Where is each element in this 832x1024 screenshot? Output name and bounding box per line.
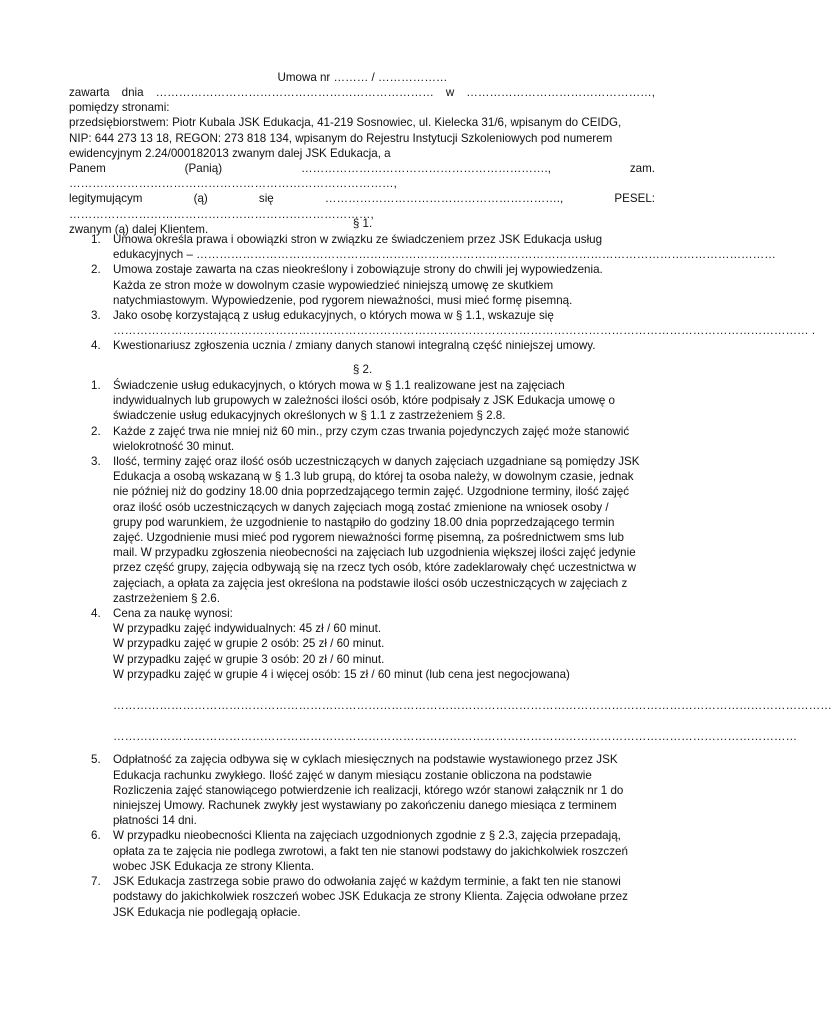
list-item — [0, 338, 655, 353]
item-number: 4. — [91, 339, 101, 353]
item-line: JSK Edukacja nie podlegają opłacie. — [113, 905, 301, 919]
item-number: 6. — [91, 829, 101, 843]
item-line: wobec JSK Edukacja ze strony Klienta. — [113, 859, 315, 873]
item-number: 1. — [91, 379, 101, 392]
contract-parties — [69, 85, 655, 237]
item-line: nie później niż do godziny 18.00 dnia poprzedzającego termin zajęć. Uzgodnione terminy, ilość zajęć — [113, 485, 630, 499]
item-line: zastrzeżeniem § 2.6. — [113, 591, 220, 605]
item-line: JSK Edukacja zastrzega sobie prawo do odwołania zajęć w każdym terminie, a fakt ten nie stanowi — [113, 875, 621, 889]
item-line: podstawy do jakichkolwiek roszczeń wobec JSK Edukacja ze strony Klienta. Zajęcia odwołane przez — [113, 890, 628, 904]
item-line: wielokrotność 30 minut. — [113, 439, 235, 453]
item-line: Świadczenie usług edukacyjnych, o których mowa w § 1.1 realizowane jest na zajęciach — [113, 379, 565, 392]
item-line: Umowa określa prawa i obowiązki stron w związku ze świadczeniem przez JSK Edukacja usług — [113, 233, 603, 246]
list-item — [0, 606, 655, 682]
item-line: Rozliczenia zajęć stanowiącego potwierdzenie ich realizacji, którego wzór stanowi załącznik nr 1 do — [113, 783, 624, 797]
price-line: W przypadku zajęć w grupie 2 osób: 25 zł / 60 minut. — [113, 637, 385, 651]
blank-line — [0, 729, 798, 744]
item-line: ……………………………………………………………………………………………………………………………………………………………… . — [113, 324, 816, 338]
item-line: Odpłatność za zajęcia odbywa się w cyklach miesięcznych na podstawie wystawionego przez JSK — [113, 753, 618, 767]
item-number: 2. — [91, 263, 101, 277]
list-item — [0, 828, 655, 874]
contract-title: Umowa nr ……… / ……………… — [277, 71, 448, 84]
list-item — [0, 308, 816, 338]
item-number: 5. — [91, 753, 101, 767]
item-line: Ilość, terminy zajęć oraz ilość osób uczestniczących w danych zajęciach uzgadniane są pomiędzy JSK — [113, 455, 640, 469]
item-line: zajęć. Uzgodnienie musi mieć pod rygorem nieważności formę pisemną, za pośrednictwem sms lub — [113, 531, 624, 545]
item-line: mail. W przypadku zgłoszenia nieobecności na zajęciach lub uzgodnienia większej ilości zajęć jedynie — [113, 546, 636, 560]
item-line: indywidualnych lub grupowych w zależności ilości osób, które podpisały z JSK Edukacja umowę o — [113, 394, 616, 408]
item-number: 7. — [91, 875, 101, 889]
item-line: świadczenie usług edukacyjnych określonych w § 1.1 z zastrzeżeniem § 2.8. — [113, 409, 506, 423]
item-line: Edukacja a osobą wskazaną w § 1.3 lub grupą, do której ta osoba należy, w dowolnym czasie, jednak — [113, 470, 634, 484]
list-item — [0, 874, 655, 920]
list-item — [0, 232, 776, 262]
intro-line: legitymującym (ą) się ……………………………………………………., PESEL: ……………………………………………………………………, — [69, 192, 655, 221]
dotted-line: …………………………………………………………………………………………………………………………………………………………………… — [113, 699, 832, 713]
price-line: W przypadku zajęć w grupie 3 osób: 20 zł / 60 minut. — [113, 652, 385, 666]
dotted-line: …………………………………………………………………………………………………………………………………………………………… — [113, 730, 798, 744]
item-line: płatności 14 dni. — [113, 814, 197, 828]
item-line: Każde z zajęć trwa nie mniej niż 60 min., przy czym czas trwania pojedynczych zajęć może stanowić — [113, 424, 630, 438]
item-line: opłata za te zajęcia nie podlega zwrotowi, a fakt ten nie stanowi podstawy do jakichkolwiek roszczeń — [113, 844, 628, 858]
item-line: niniejszej Umowy. Rachunek zwykły jest wystawiany po zakończeniu danego miesiąca z terminem — [113, 799, 617, 813]
list-item — [0, 454, 655, 606]
intro-line: ewidencyjnym 2.24/000182013 zwanym dalej JSK Edukacja, a — [69, 146, 391, 160]
section-2-list — [0, 378, 832, 920]
list-item — [0, 752, 655, 828]
list-item — [0, 262, 655, 308]
price-heading: Cena za naukę wynosi: — [113, 607, 233, 621]
item-line: Każda ze stron może w dowolnym czasie wypowiedzieć niniejszą umowę ze skutkiem — [113, 278, 554, 292]
item-number: 1. — [91, 233, 101, 246]
item-number: 3. — [91, 309, 101, 323]
item-line: przez część grupy, zajęcia odbywają się na rzecz tych osób, które zadeklarowały chęć uczestnictwa w — [113, 561, 637, 575]
intro-line: zwanym (ą) dalej Klientem. — [69, 222, 209, 236]
item-line: W przypadku nieobecności Klienta na zajęciach uzgodnionych zgodnie z § 2.3, zajęcia przepadają, — [113, 829, 621, 843]
item-line: oraz ilość osób uczestniczących w danych zajęciach mogą zostać zmienione na wniosek osoby / — [113, 500, 609, 514]
section-1-list — [0, 232, 816, 354]
item-line: Kwestionariusz zgłoszenia ucznia / zmiany danych stanowi integralną część niniejszej umowy. — [113, 339, 596, 353]
item-line: Edukacja rachunku zwykłego. Ilość zajęć w danym miesiącu zostanie obliczona na podstawie — [113, 768, 592, 782]
intro-line: przedsiębiorstwem: Piotr Kubala JSK Edukacja, 41-219 Sosnowiec, ul. Kielecka 31/6, wpisanym do CEIDG, — [69, 116, 622, 130]
item-number: 4. — [91, 607, 101, 621]
intro-line: Panem (Panią) ………………………………………………………., zam. …………………………………………………………………………, — [69, 162, 655, 191]
price-line: W przypadku zajęć indywidualnych: 45 zł / 60 minut. — [113, 622, 382, 636]
item-line: edukacyjnych – …………………………………………………………………………………………………………………………………… — [113, 248, 776, 262]
item-line: natychmiastowym. Wypowiedzenie, pod rygorem nieważności, musi mieć formę pisemną. — [113, 293, 573, 307]
price-line: W przypadku zajęć w grupie 4 i więcej osób: 15 zł / 60 minut (lub cena jest negocjowana) — [113, 667, 570, 681]
section-1-heading: § 1. — [352, 217, 373, 230]
intro-line: NIP: 644 273 13 18, REGON: 273 818 134, wpisanym do Rejestru Instytucji Szkoleniowych pod numerem — [69, 131, 613, 145]
intro-line: zawarta dnia ……………………………………………………………… w …………………………………………, pomiędzy stronami: — [69, 86, 655, 115]
item-line: zajęciach, a opłata za zajęcia jest określona na podstawie ilości osób uczestniczących w zajęciach z — [113, 576, 628, 590]
item-number: 2. — [91, 424, 101, 438]
item-line: Umowa zostaje zawarta na czas nieokreślony i zobowiązuje strony do chwili jej wypowiedzenia. — [113, 263, 603, 277]
list-item — [0, 424, 655, 454]
item-number: 3. — [91, 455, 101, 469]
section-2-heading: § 2. — [352, 363, 373, 376]
item-line: grupy pod warunkiem, że uzgodnienie to nastąpiło do godziny 18.00 dnia poprzedzającego termin — [113, 515, 615, 529]
blank-line — [0, 698, 832, 713]
list-item — [0, 378, 655, 424]
item-line: Jako osobę korzystającą z usług edukacyjnych, o których mowa w § 1.1, wskazuje się — [113, 309, 554, 323]
